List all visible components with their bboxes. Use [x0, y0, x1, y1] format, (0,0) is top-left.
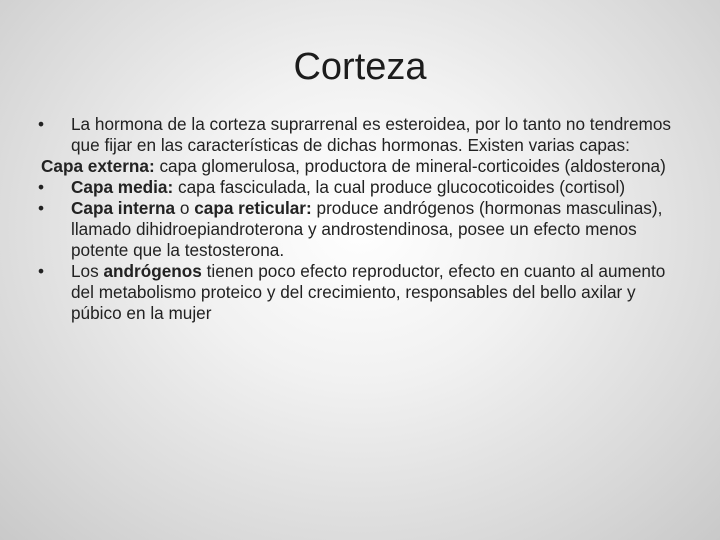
bullet-text: capa fasciculada, la cual produce glucocoticoides (cortisol) — [173, 177, 626, 197]
bullet-bold-label: Capa media: — [71, 177, 174, 197]
bullet-glyph: • — [38, 198, 45, 218]
slide-title — [0, 42, 720, 92]
bullet-text: tienen poco efecto reproductor, efecto en cuanto al aumento del metabolismo proteico y del crecimiento, responsables del bello axilar y púbico en la mujer — [71, 261, 666, 323]
bullet-text: La hormona de la corteza suprarrenal es esteroidea, por lo tanto no tendremos que fijar en las características de dichas hormonas. Existen varias capas: — [71, 114, 672, 155]
bullet-item-2 — [38, 156, 688, 177]
bullet-glyph: • — [38, 177, 45, 197]
bullet-bold-label: Capa externa: — [41, 156, 155, 176]
bullet-glyph: • — [38, 261, 45, 281]
bullet-item-1 — [38, 114, 688, 156]
bullet-prefix: Los — [71, 261, 104, 281]
bullet-glyph: • — [38, 114, 45, 134]
bullet-connector: o — [175, 198, 195, 218]
bullet-bold-label: Capa interna — [71, 198, 176, 218]
slide-title-text: Corteza — [293, 46, 427, 88]
bullet-item-5 — [38, 261, 688, 324]
bullet-text: produce andrógenos (hormonas masculinas), llamado dihidroepiandroterona y androstendinosa, posee un efecto menos potente que la testosterona. — [71, 198, 663, 260]
bullet-text: capa glomerulosa, productora de mineral-corticoides (aldosterona) — [154, 156, 666, 176]
bullet-bold-label-2: capa reticular: — [194, 198, 312, 218]
slide-body — [38, 114, 688, 324]
bullet-item-3 — [38, 177, 688, 198]
bullet-item-4 — [38, 198, 688, 261]
bullet-bold-label: andrógenos — [103, 261, 202, 281]
